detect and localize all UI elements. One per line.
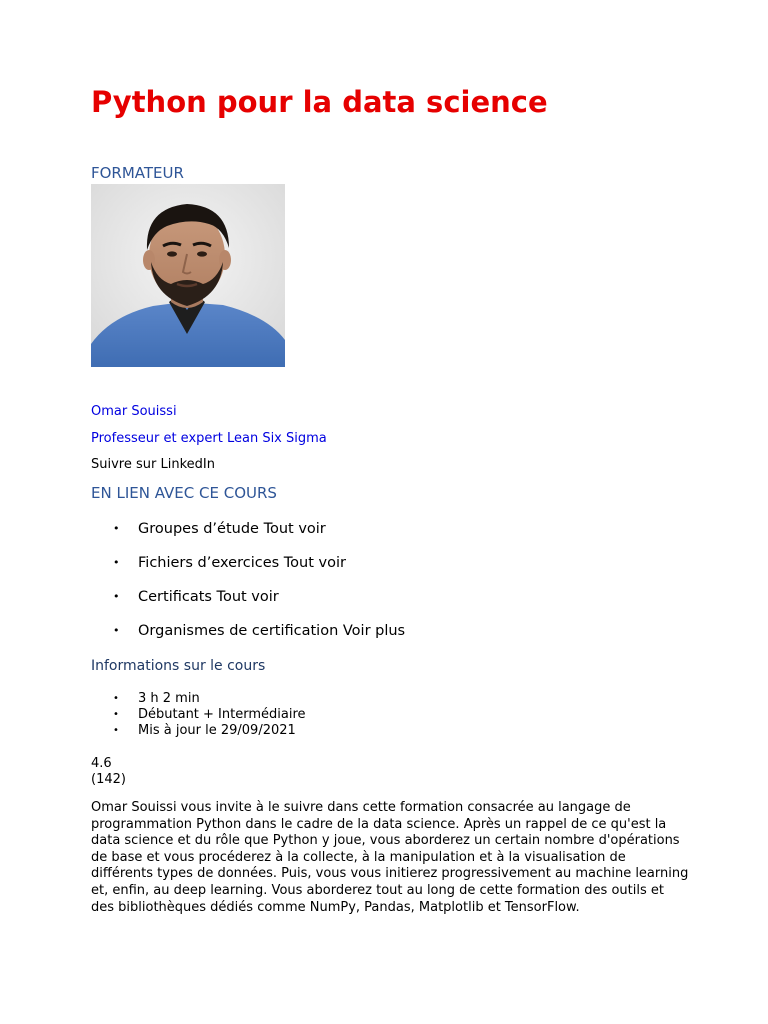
course-info-label: Mis à jour le 29/09/2021 bbox=[138, 723, 296, 738]
page-title: Python pour la data science bbox=[91, 85, 548, 119]
trainer-name-link[interactable]: Omar Souissi bbox=[91, 404, 177, 419]
rating-value: 4.6 bbox=[91, 756, 112, 771]
linkedin-follow-link[interactable]: Suivre sur LinkedIn bbox=[91, 457, 215, 472]
related-heading: EN LIEN AVEC CE COURS bbox=[91, 484, 277, 502]
rating-count: (142) bbox=[91, 772, 126, 787]
bullet-icon: • bbox=[113, 693, 119, 704]
course-info-label: 3 h 2 min bbox=[138, 691, 200, 706]
bullet-icon: • bbox=[113, 590, 120, 603]
trainer-photo bbox=[91, 184, 285, 367]
related-item-label: Fichiers d’exercices Tout voir bbox=[138, 555, 346, 571]
related-item-label: Groupes d’étude Tout voir bbox=[138, 521, 326, 537]
course-rating bbox=[91, 756, 126, 788]
related-item-label: Certificats Tout voir bbox=[138, 589, 279, 605]
bullet-icon: • bbox=[113, 624, 120, 637]
bullet-icon: • bbox=[113, 709, 119, 720]
course-info-label: Débutant + Intermédiaire bbox=[138, 707, 306, 722]
bullet-icon: • bbox=[113, 522, 120, 535]
trainer-heading: FORMATEUR bbox=[91, 164, 184, 182]
related-item-label: Organismes de certification Voir plus bbox=[138, 623, 406, 639]
bullet-icon: • bbox=[113, 725, 119, 736]
course-info-heading: Informations sur le cours bbox=[91, 658, 266, 674]
bullet-icon: • bbox=[113, 556, 120, 569]
course-description: Omar Souissi vous invite à le suivre dans cette formation consacrée au langage de programmation Python dans le cadre de la data science. Après un rappel de ce qu'est la data science et du rôle que Python y joue, vous aborderez un certain nombre d'opérations de base et vous procéderez à la collecte, à la manipulation et à la visualisation de différents types de données. Puis, vous vous initierez progressivement au machine learning et, enfin, au deep learning. Vous aborderez tout au long de cette formation des outils et des bibliothèques dédiés comme NumPy, Pandas, Matplotlib et TensorFlow. bbox=[91, 800, 689, 915]
trainer-role-link[interactable]: Professeur et expert Lean Six Sigma bbox=[91, 431, 327, 446]
trainer-portrait-icon bbox=[91, 184, 285, 367]
